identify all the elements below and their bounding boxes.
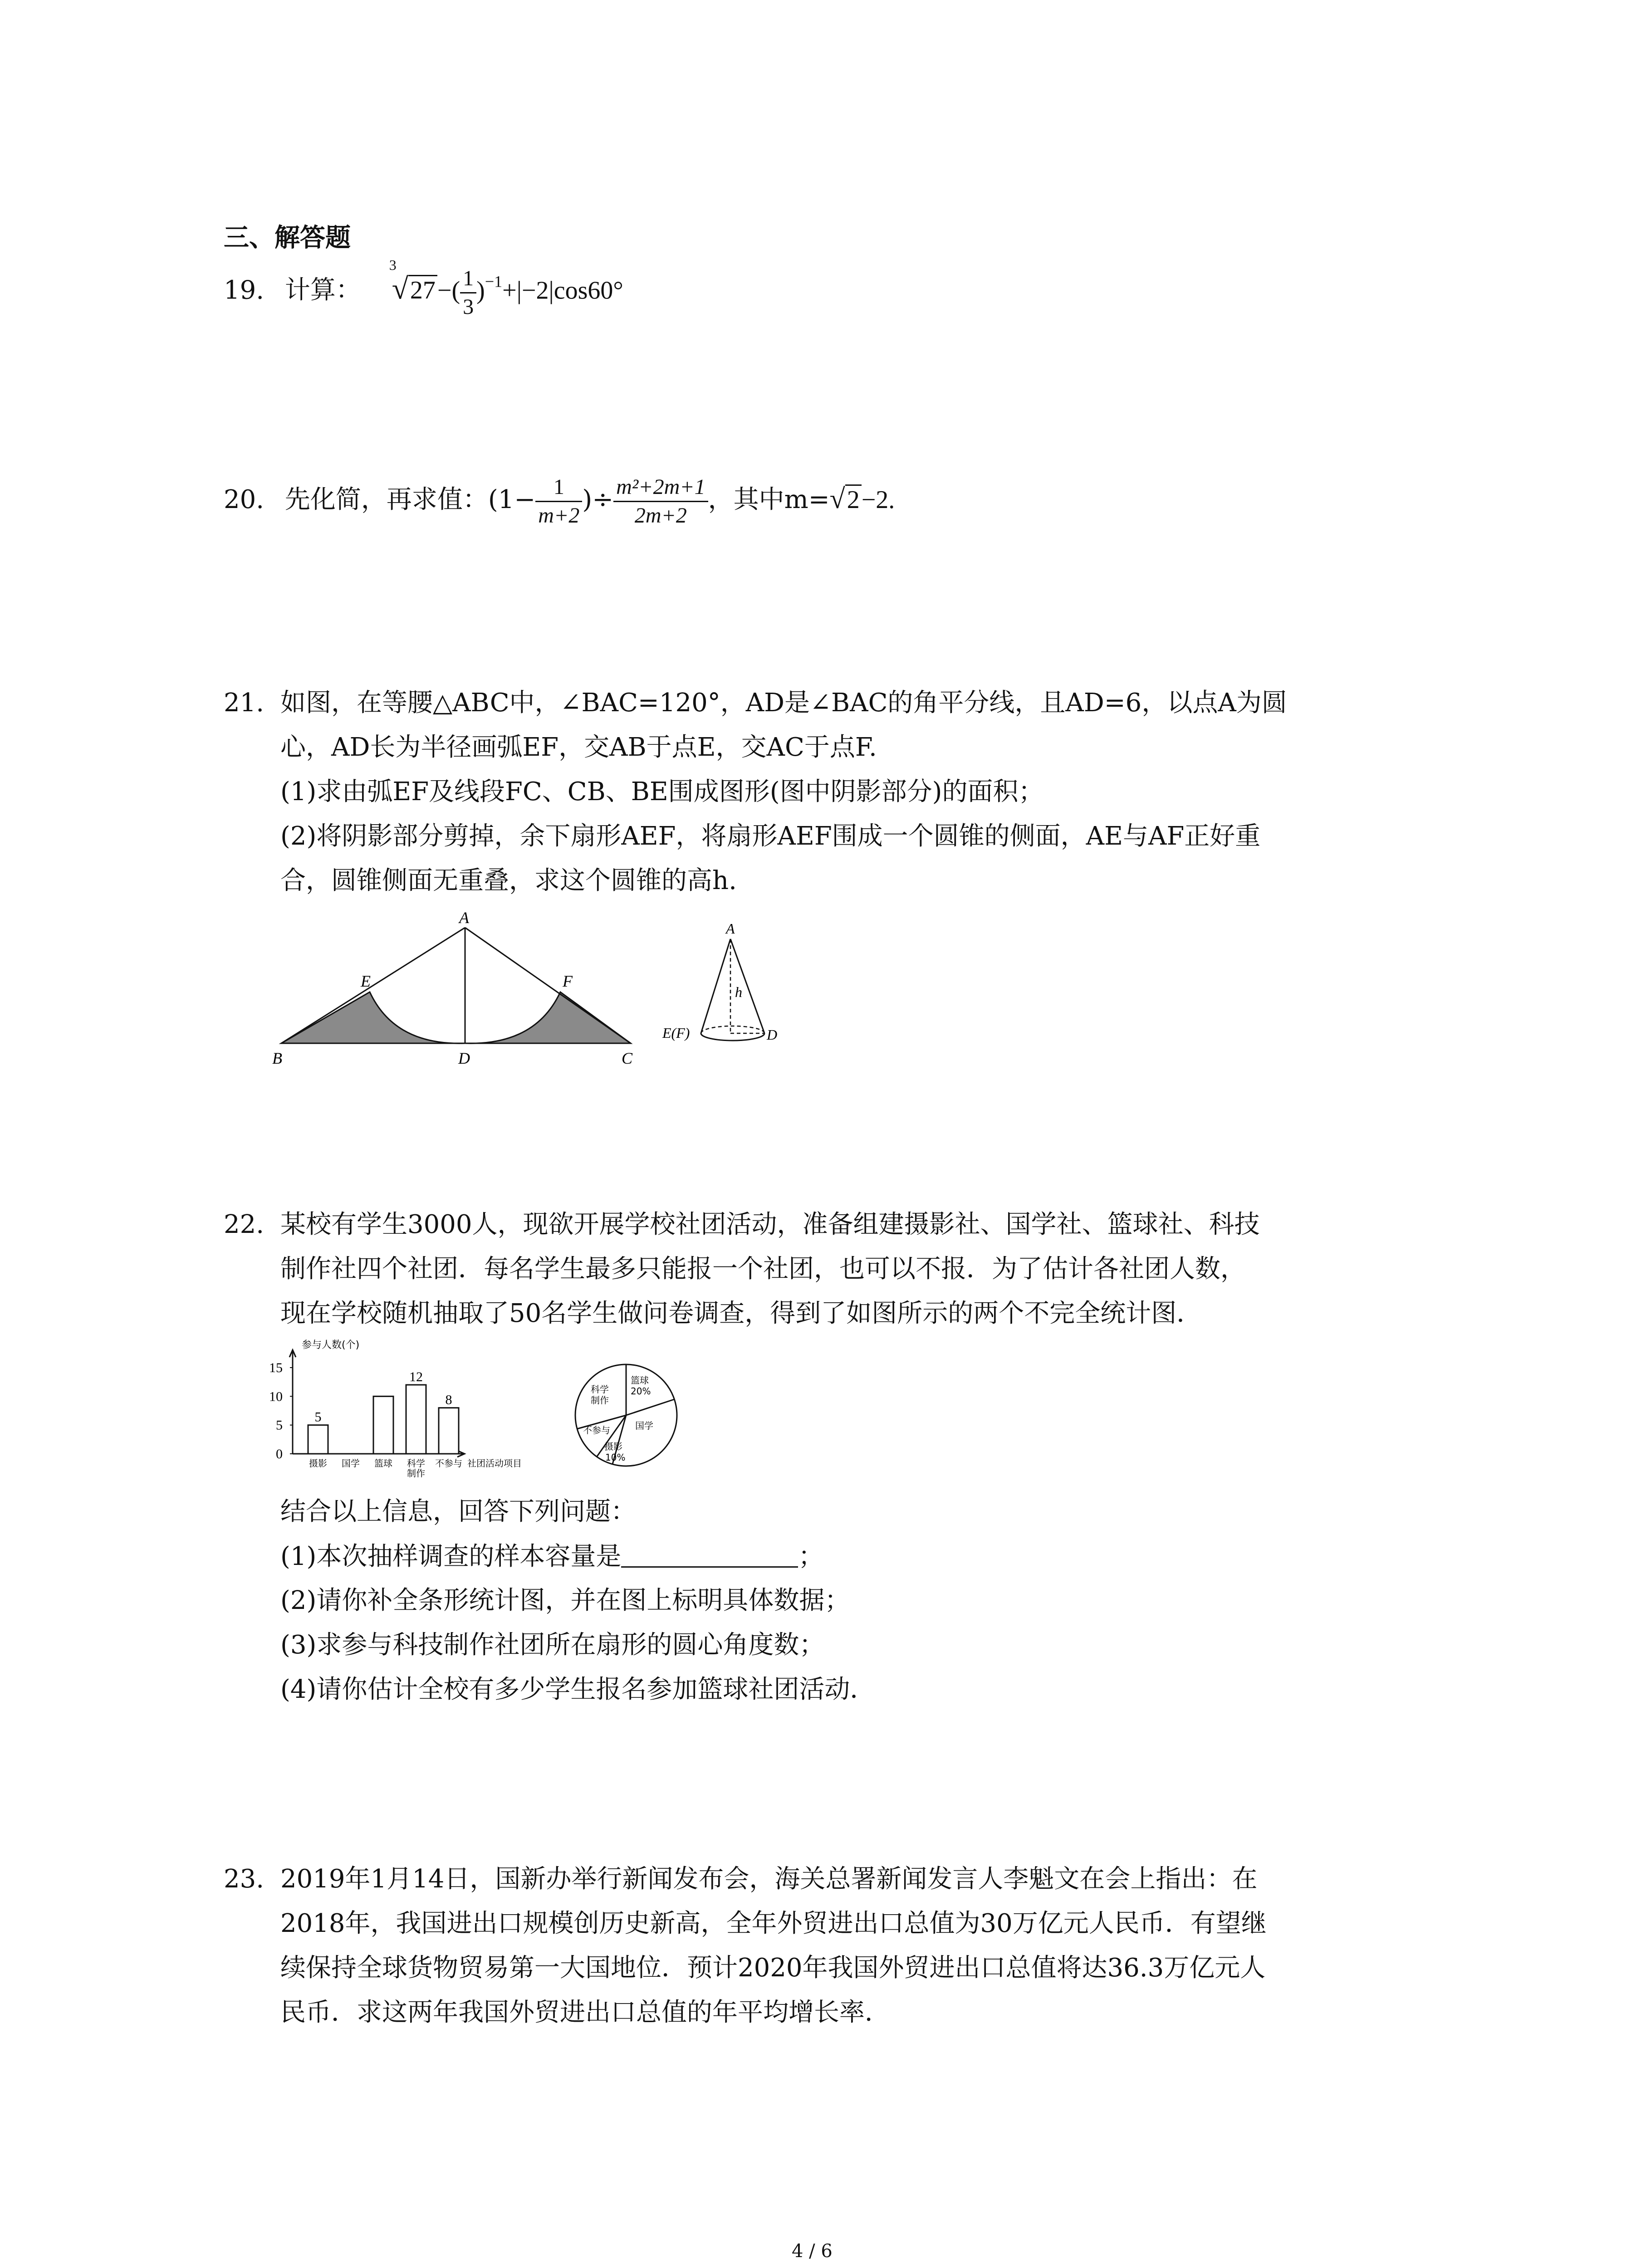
y-tick-label: 15 bbox=[269, 1360, 283, 1375]
answer-blank[interactable] bbox=[621, 1544, 798, 1568]
question-21-line: 合，圆锥侧面无重叠，求这个圆锥的高h. bbox=[280, 866, 737, 895]
question-22-sub4: (4)请你估计全校有多少学生报名参加篮球社团活动． bbox=[280, 1675, 876, 1704]
label-b: B bbox=[272, 1049, 282, 1067]
question-23-number: 23. bbox=[224, 1864, 265, 1894]
x-axis-label: 社团活动项目 bbox=[467, 1458, 522, 1469]
fraction: $\frac{\text{m²+2m+1}}{2m+2}$ bbox=[613, 476, 708, 527]
question-text: 先化简，再求值：(1− bbox=[284, 485, 536, 514]
y-axis-label: 参与人数(个) bbox=[302, 1339, 360, 1351]
question-22-line: 结合以上信息，回答下列问题： bbox=[280, 1497, 636, 1526]
pie-label-science-2: 制作 bbox=[591, 1395, 609, 1406]
label-e: E bbox=[361, 972, 371, 990]
fraction: $\frac{1}{3}$ bbox=[460, 268, 476, 318]
y-tick-label: 10 bbox=[269, 1389, 283, 1404]
question-21-line: (1)求由弧EF及线段FC、CB、BE围成图形(图中阴影部分)的面积； bbox=[280, 777, 1044, 807]
math-part: −2. bbox=[861, 486, 895, 514]
fraction: $\frac{1}{m+2}$ bbox=[535, 476, 582, 527]
y-tick-label: 0 bbox=[276, 1447, 283, 1461]
shaded-region-right bbox=[465, 992, 631, 1043]
label-d: D bbox=[458, 1049, 470, 1067]
question-22-line: 制作社四个社团．每名学生最多只能报一个社团，也可以不报．为了估计各社团人数， bbox=[280, 1254, 1246, 1284]
pie-label-none: 不参与 bbox=[583, 1425, 610, 1436]
pie-label-science: 科学 bbox=[591, 1384, 609, 1395]
question-20: 20. 先化简，再求值：(1− $\frac{1}{m+2}$ )÷ $\frac{\text{m²+2m+1}}{2m+2}$ ，其中m=√2−2. bbox=[224, 475, 895, 528]
label-a: A bbox=[459, 909, 469, 927]
question-22-sub2: (2)请你补全条形统计图，并在图上标明具体数据； bbox=[280, 1586, 850, 1615]
pie-label-basketball: 篮球 bbox=[631, 1375, 649, 1386]
question-text: ，其中m= bbox=[708, 485, 830, 514]
bar-data-label: 8 bbox=[445, 1392, 452, 1408]
question-21-line: 如图，在等腰△ABC中，∠BAC=120°，AD是∠BAC的角平分线，且AD=6，以点A为圆 bbox=[280, 688, 1287, 718]
label-f: F bbox=[563, 972, 573, 990]
question-number: 19. bbox=[224, 275, 265, 305]
label-h: h bbox=[735, 984, 742, 1000]
category-label: 国学 bbox=[342, 1458, 360, 1469]
page-number: 4 / 6 bbox=[792, 2241, 833, 2262]
label-ef: E(F) bbox=[662, 1025, 690, 1041]
math-expression: 3 √27−( $\frac{1}{3}$ )$^{-1}$+|−2|cos60° bbox=[389, 257, 623, 319]
question-19 bbox=[224, 257, 623, 322]
category-label: 科学 bbox=[407, 1458, 425, 1469]
pie-value-basketball: 20% bbox=[631, 1386, 651, 1397]
cone-left-edge bbox=[701, 939, 730, 1033]
question-text: (1)本次抽样调查的样本容量是 bbox=[280, 1542, 622, 1571]
category-sublabel: 制作 bbox=[407, 1468, 425, 1479]
cone-figure bbox=[658, 921, 803, 1057]
math-part: −( bbox=[437, 276, 460, 305]
root-value: 27 bbox=[408, 275, 437, 304]
question-22-line: 某校有学生3000人，现欲开展学校社团活动，准备组建摄影社、国学社、篮球社、科技 bbox=[280, 1210, 1260, 1239]
shaded-region-left bbox=[281, 992, 465, 1043]
question-22-sub3: (3)求参与科技制作社团所在扇形的圆心角度数； bbox=[280, 1630, 825, 1660]
math-part: ) bbox=[476, 276, 485, 305]
label-d: D bbox=[767, 1026, 778, 1043]
bar bbox=[308, 1425, 328, 1454]
triangle-figure bbox=[272, 907, 644, 1070]
bar bbox=[373, 1396, 393, 1454]
pie-value-photo: 10% bbox=[605, 1452, 626, 1463]
category-label: 不参与 bbox=[435, 1458, 462, 1469]
bar-chart bbox=[254, 1338, 563, 1488]
y-tick-label: 5 bbox=[276, 1418, 283, 1433]
category-label: 篮球 bbox=[374, 1458, 392, 1469]
label-c: C bbox=[622, 1049, 633, 1067]
question-23-line: 2018年，我国进出口规模创历史新高，全年外贸进出口总值为30万亿元人民币．有望继 bbox=[280, 1909, 1267, 1938]
bar-data-label: 12 bbox=[409, 1369, 423, 1384]
pie-label-guoxue: 国学 bbox=[635, 1420, 653, 1431]
category-label: 摄影 bbox=[309, 1458, 327, 1469]
question-22-sub1 bbox=[280, 1544, 823, 1569]
question-23-line: 续保持全球货物贸易第一大国地位．预计2020年我国外贸进出口总值将达36.3万亿元人 bbox=[280, 1953, 1266, 1983]
question-23-line: 2019年1月14日，国新办举行新闻发布会，海关总署新闻发言人李魁文在会上指出：在 bbox=[280, 1864, 1258, 1894]
question-text: 计算： bbox=[284, 275, 361, 305]
cone-base-front bbox=[701, 1033, 764, 1041]
pie-chart bbox=[563, 1356, 690, 1474]
bar bbox=[439, 1408, 459, 1454]
bar-data-label: 5 bbox=[314, 1409, 322, 1425]
question-23-line: 民币．求这两年我国外贸进出口总值的年平均增长率． bbox=[280, 1998, 890, 2027]
question-22-number: 22. bbox=[224, 1210, 265, 1239]
bar bbox=[406, 1385, 426, 1454]
question-21-line: (2)将阴影部分剪掉，余下扇形AEF，将扇形AEF围成一个圆锥的侧面，AE与AF正好重 bbox=[280, 821, 1261, 851]
root-index: 3 bbox=[389, 257, 397, 273]
pie-label-photo: 摄影 bbox=[604, 1441, 622, 1452]
question-21-number: 21. bbox=[224, 688, 265, 718]
label-a: A bbox=[726, 921, 735, 937]
question-text: ； bbox=[798, 1542, 824, 1571]
question-number: 20. bbox=[224, 485, 265, 514]
exponent: −1 bbox=[485, 272, 503, 291]
cone-base-back bbox=[701, 1026, 764, 1033]
math-part: )÷ bbox=[582, 485, 614, 514]
math-part: +|−2|cos60° bbox=[502, 276, 623, 305]
question-21-line: 心，AD长为半径画弧EF，交AB于点E，交AC于点F. bbox=[280, 733, 877, 762]
question-22-line: 现在学校随机抽取了50名学生做问卷调查，得到了如图所示的两个不完全统计图． bbox=[280, 1299, 1202, 1328]
section-title: 三、解答题 bbox=[224, 223, 351, 253]
sqrt-value: 2 bbox=[845, 484, 862, 514]
